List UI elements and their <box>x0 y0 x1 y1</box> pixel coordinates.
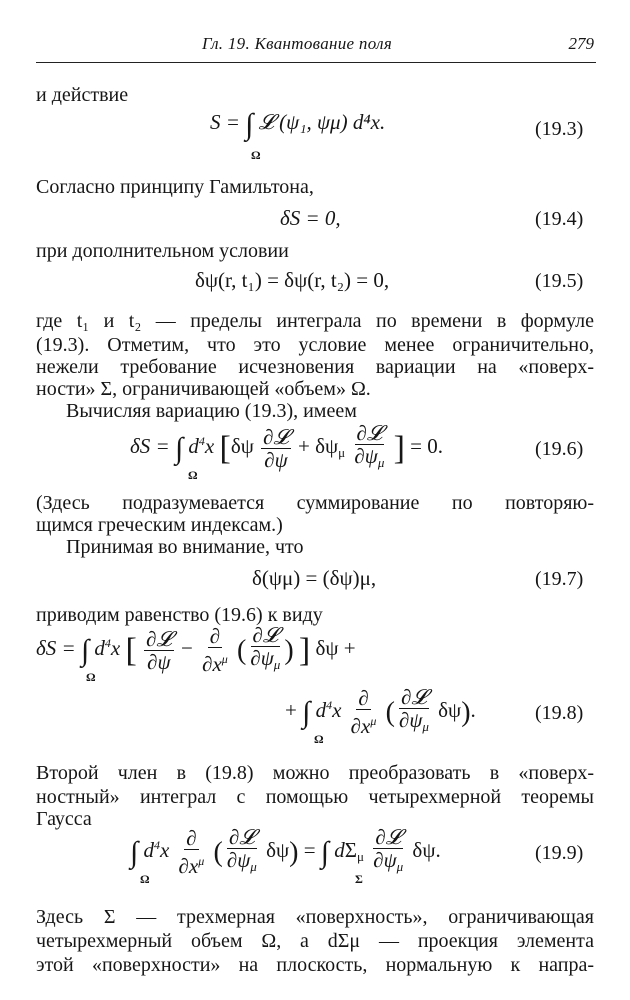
eq-number-19-9: (19.9) <box>535 842 584 864</box>
paragraph-reduce: приводим равенство (19.6) к виду <box>36 604 323 626</box>
paragraph-variation: Вычисляя вариацию (19.3), имеем <box>66 400 357 422</box>
equation-19-6: δS = ∫ $d^4x$ [δψ $\frac{\text{∂𝓛}}{\partial\psi}$ + $\delta\psi_\mu$ $\frac{\text{∂𝓛}}{\partial\psi_\mu}$ ] = 0. <box>130 421 444 472</box>
eq-number-19-4: (19.4) <box>535 208 584 230</box>
equation-19-8-line-2: + ∫ $d^4x$ $\frac{\partial}{\partial x^\mu}$ ( $\frac{\text{∂𝓛}}{\partial\psi_\mu}$ δψ). <box>285 685 476 738</box>
equation-19-4: δS = 0, <box>280 206 341 230</box>
equation-19-8-line-1: δS = ∫ $d^4x$ [ $\frac{\text{∂𝓛}}{\partial\psi}$ − $\frac{\partial}{\partial x^\mu}$ ( $\frac{\text{∂𝓛}}{\partial\psi_\mu}$ ) ] δψ + <box>36 623 356 676</box>
equation-19-5: δψ(r, t₁) = δψ(r, t₂) = 0, <box>195 268 390 292</box>
equation-19-9: ∫ $d^4x$ $\frac{\partial}{\partial x^\mu}$ ( $\frac{\text{∂𝓛}}{\partial\psi_\mu}$ δψ) = ∫ $d\Sigma_\mu$ $\frac{\text{∂𝓛}}{\partial\psi_\mu}$ δψ. <box>130 825 441 878</box>
paragraph-summation-line-2: щимся греческим индексам.) <box>36 514 283 536</box>
eq-19-6-limit: Ω <box>188 468 198 482</box>
paragraph-limits-line-3: нежели требование исчезновения вариации на «поверх- <box>36 356 594 378</box>
paragraph-limits-line-4: ности» Σ, ограничивающей «объем» Ω. <box>36 378 371 400</box>
header-rule <box>36 62 596 63</box>
eq-number-19-7: (19.7) <box>535 568 584 590</box>
eq-19-9-limit-left: Ω <box>140 872 150 886</box>
paragraph-intro: и действие <box>36 84 129 106</box>
chapter-title: Гл. 19. Квантование поля <box>202 34 393 53</box>
eq-19-3-limit: Ω <box>251 148 261 162</box>
paragraph-surface-line-2: четырехмерный объем Ω, а dΣμ — проекция элемента <box>36 930 594 952</box>
paragraph-surface-line-3: этой «поверхности» на плоскость, нормальную к напра- <box>36 954 594 976</box>
paragraph-limits-line-1: где t₁ и t₂ — пределы интеграла по времени в формуле <box>36 310 594 332</box>
page-header <box>36 28 596 58</box>
paragraph-condition: при дополнительном условии <box>36 240 289 262</box>
eq-19-9-limit-right: Σ <box>355 872 363 886</box>
paragraph-summation-line-1: (Здесь подразумевается суммирование по повторяю- <box>36 492 594 514</box>
paragraph-surface-line-1: Здесь Σ — трехмерная «поверхность», ограничивающая <box>36 906 594 928</box>
eq-19-8-limit-2: Ω <box>314 732 324 746</box>
page-number: 279 <box>568 34 594 53</box>
paragraph-hamilton: Согласно принципу Гамильтона, <box>36 176 314 198</box>
equation-19-7: δ(ψμ) = (δψ)μ, <box>252 566 377 590</box>
paragraph-gauss-line-3: Гаусса <box>36 808 92 830</box>
equation-19-3: S = ∫ 𝓛 (ψ₁, ψμ) d⁴x. <box>210 108 386 141</box>
eq-number-19-3: (19.3) <box>535 118 584 140</box>
paragraph-gauss-line-1: Второй член в (19.8) можно преобразовать в «поверх- <box>36 762 594 784</box>
paragraph-taking-into-account: Принимая во внимание, что <box>66 536 304 558</box>
paragraph-limits-line-2: (19.3). Отметим, что это условие менее ограничительно, <box>36 334 594 356</box>
eq-19-8-limit-1: Ω <box>86 670 96 684</box>
paragraph-gauss-line-2: ностный» интеграл с помощью четырехмерной теоремы <box>36 786 594 808</box>
eq-number-19-8: (19.8) <box>535 702 584 724</box>
eq-number-19-5: (19.5) <box>535 270 584 292</box>
eq-number-19-6: (19.6) <box>535 438 584 460</box>
